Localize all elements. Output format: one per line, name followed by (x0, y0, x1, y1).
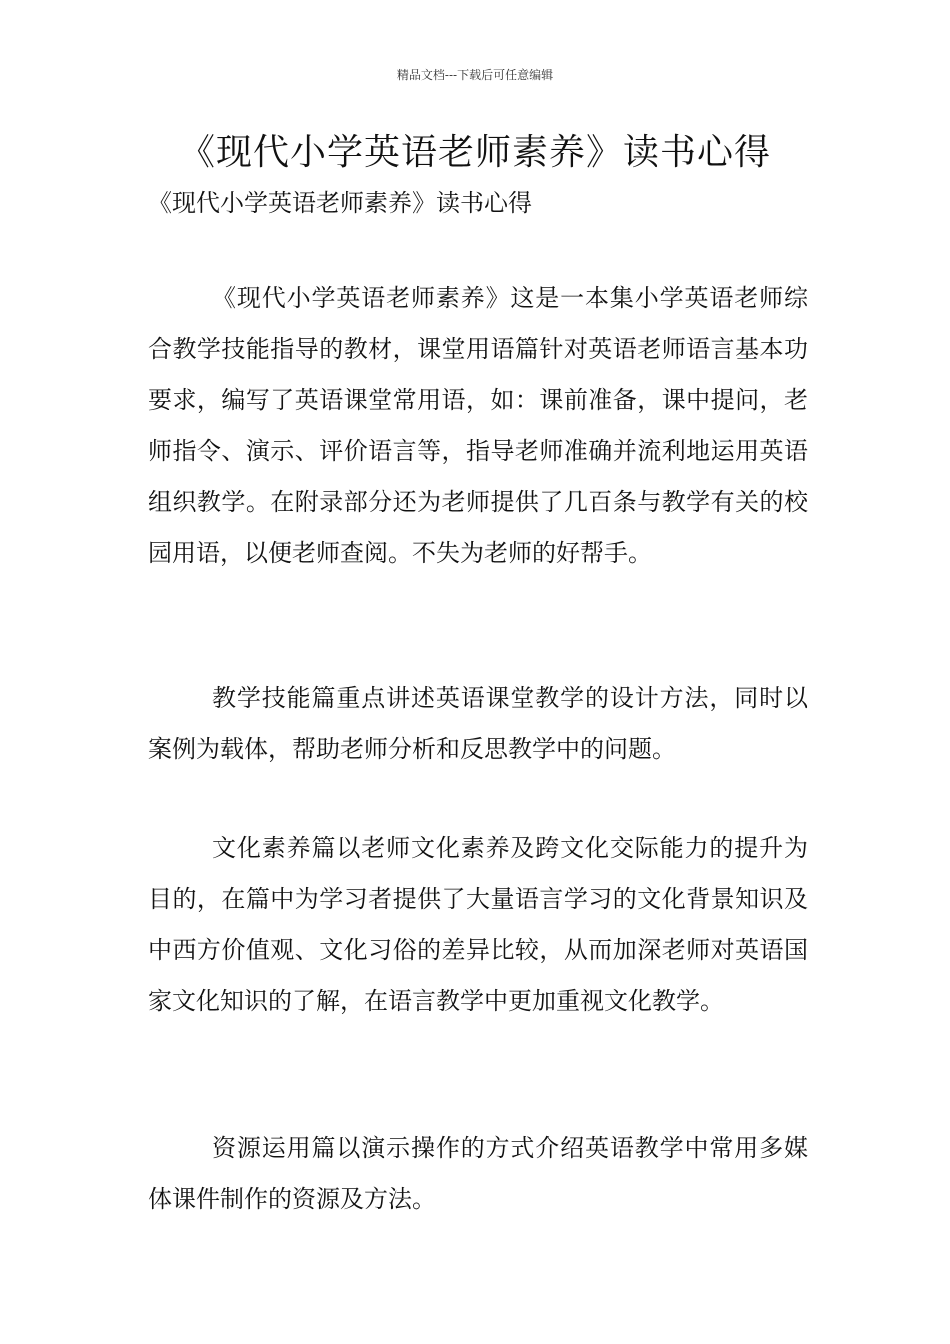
paragraph-resource-usage: 资源运用篇以演示操作的方式介绍英语教学中常用多媒体课件制作的资源及方法。 (148, 1134, 808, 1213)
header-note: 精品文档---下载后可任意编辑 (396, 68, 554, 82)
paragraph-intro: 《现代小学英语老师素养》这是一本集小学英语老师综合教学技能指导的教材，课堂用语篇针对英语老师语言基本功要求，编写了英语课堂常用语，如：课前准备，课中提问，老师指令、演示、评价语言等，指导老师准确并流利地运用英语组织教学。在附录部分还为老师提供了几百条与教学有关的校园用语，以便老师查阅。不失为老师的好帮手。 (148, 284, 808, 567)
paragraph-teaching-skills: 教学技能篇重点讲述英语课堂教学的设计方法，同时以案例为载体，帮助老师分析和反思教学中的问题。 (148, 684, 808, 763)
document-subtitle: 《现代小学英语老师素养》读书心得 (148, 189, 532, 217)
document-title: 《现代小学英语老师素养》读书心得 (178, 132, 771, 173)
paragraph-cultural-literacy: 文化素养篇以老师文化素养及跨文化交际能力的提升为目的，在篇中为学习者提供了大量语言学习的文化背景知识及中西方价值观、文化习俗的差异比较，从而加深老师对英语国家文化知识的了解，在语言教学中更加重视文化教学。 (148, 834, 808, 1015)
